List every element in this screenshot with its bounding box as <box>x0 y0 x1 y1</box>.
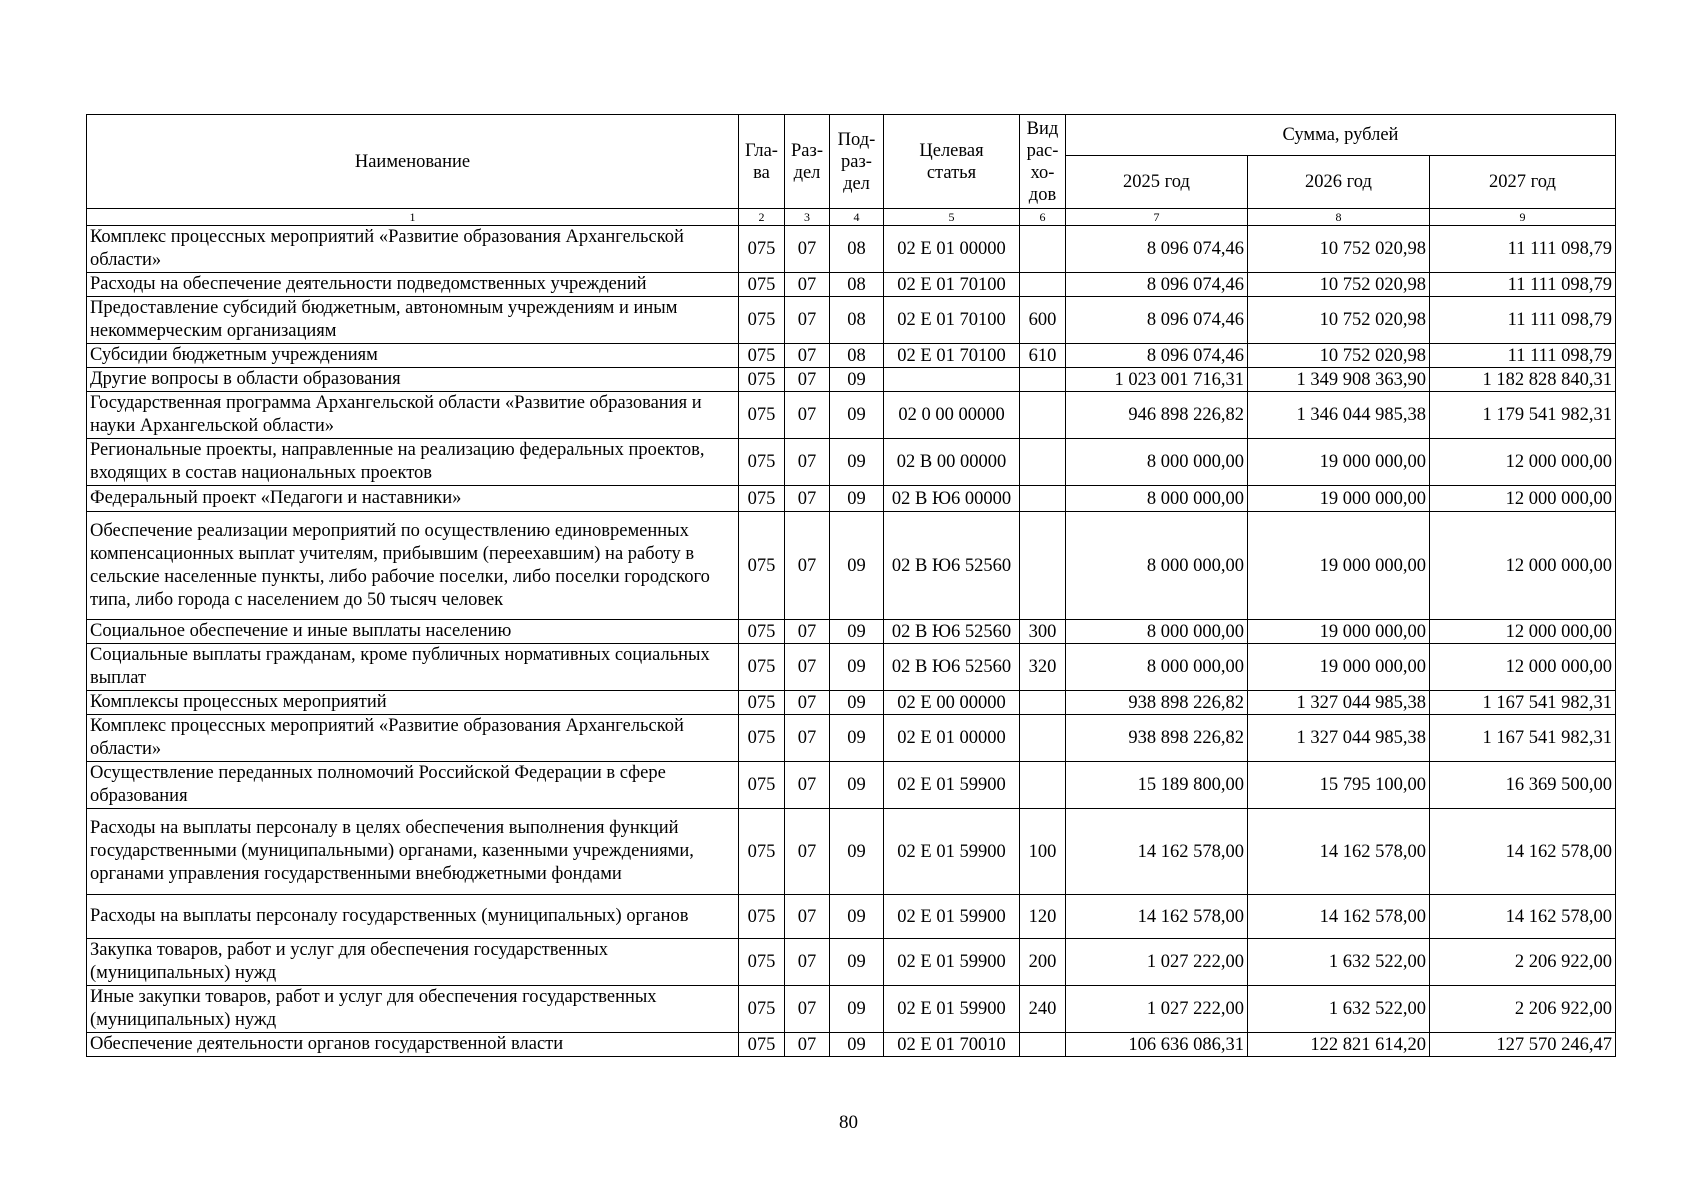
cell-sum-2025: 1 023 001 716,31 <box>1066 368 1248 392</box>
cell-glava: 075 <box>739 368 785 392</box>
table-row <box>87 297 1616 344</box>
cell-glava: 075 <box>739 644 785 691</box>
cell-tselevaya-statya: 02 В Ю6 52560 <box>884 512 1020 620</box>
cell-podrazdel: 09 <box>830 392 884 439</box>
cell-sum-2026: 10 752 020,98 <box>1248 297 1430 344</box>
table-row <box>87 715 1616 762</box>
budget-table <box>86 114 1616 1057</box>
cell-glava: 075 <box>739 762 785 809</box>
cell-name: Иные закупки товаров, работ и услуг для обеспечения государственных (муниципальных) нужд <box>87 986 739 1033</box>
cell-glava: 075 <box>739 715 785 762</box>
cell-name: Расходы на обеспечение деятельности подведомственных учреждений <box>87 273 739 297</box>
cell-tselevaya-statya: 02 0 00 00000 <box>884 392 1020 439</box>
cell-vid-rashodov: 600 <box>1020 297 1066 344</box>
table-row <box>87 344 1616 368</box>
cell-glava: 075 <box>739 273 785 297</box>
table-row <box>87 939 1616 986</box>
cell-vid-rashodov <box>1020 226 1066 273</box>
table-row <box>87 644 1616 691</box>
cell-vid-rashodov: 320 <box>1020 644 1066 691</box>
cell-name: Государственная программа Архангельской области «Развитие образования и науки Архангельской области» <box>87 392 739 439</box>
cell-sum-2027: 12 000 000,00 <box>1430 620 1616 644</box>
column-number: 5 <box>884 209 1020 226</box>
cell-sum-2026: 19 000 000,00 <box>1248 512 1430 620</box>
cell-podrazdel: 08 <box>830 273 884 297</box>
cell-name: Закупка товаров, работ и услуг для обеспечения государственных (муниципальных) нужд <box>87 939 739 986</box>
cell-glava: 075 <box>739 939 785 986</box>
cell-sum-2025: 14 162 578,00 <box>1066 895 1248 939</box>
table-row <box>87 273 1616 297</box>
column-number: 4 <box>830 209 884 226</box>
cell-tselevaya-statya: 02 Е 01 59900 <box>884 895 1020 939</box>
table-row <box>87 762 1616 809</box>
cell-sum-2027: 1 167 541 982,31 <box>1430 691 1616 715</box>
cell-sum-2025: 1 027 222,00 <box>1066 939 1248 986</box>
cell-sum-2027: 12 000 000,00 <box>1430 644 1616 691</box>
cell-tselevaya-statya: 02 Е 01 59900 <box>884 809 1020 895</box>
cell-glava: 075 <box>739 439 785 486</box>
cell-glava: 075 <box>739 486 785 512</box>
cell-vid-rashodov <box>1020 1033 1066 1057</box>
cell-glava: 075 <box>739 986 785 1033</box>
cell-name: Обеспечение реализации мероприятий по осуществлению единовременных компенсационных выплат учителям, прибывшим (переехавшим) на работу в сельские населенные пункты, либо рабочие поселки, либо поселки городского типа, либо города с населением до 50 тысяч человек <box>87 512 739 620</box>
table-row <box>87 895 1616 939</box>
cell-vid-rashodov: 120 <box>1020 895 1066 939</box>
cell-razdel: 07 <box>785 226 830 273</box>
header-year-2026: 2026 год <box>1248 156 1430 209</box>
cell-tselevaya-statya: 02 Е 01 70100 <box>884 297 1020 344</box>
cell-sum-2027: 12 000 000,00 <box>1430 486 1616 512</box>
cell-podrazdel: 09 <box>830 939 884 986</box>
column-number: 9 <box>1430 209 1616 226</box>
header-name: Наименование <box>87 115 739 209</box>
cell-razdel: 07 <box>785 895 830 939</box>
cell-tselevaya-statya: 02 Е 00 00000 <box>884 691 1020 715</box>
cell-sum-2025: 1 027 222,00 <box>1066 986 1248 1033</box>
table-row <box>87 368 1616 392</box>
cell-podrazdel: 09 <box>830 762 884 809</box>
cell-sum-2026: 19 000 000,00 <box>1248 644 1430 691</box>
cell-sum-2027: 1 179 541 982,31 <box>1430 392 1616 439</box>
page-number: 80 <box>839 1112 858 1133</box>
cell-name: Расходы на выплаты персоналу государственных (муниципальных) органов <box>87 895 739 939</box>
cell-sum-2027: 2 206 922,00 <box>1430 939 1616 986</box>
cell-vid-rashodov: 300 <box>1020 620 1066 644</box>
cell-tselevaya-statya: 02 Е 01 59900 <box>884 986 1020 1033</box>
cell-tselevaya-statya: 02 Е 01 70100 <box>884 273 1020 297</box>
cell-sum-2027: 11 111 098,79 <box>1430 226 1616 273</box>
cell-tselevaya-statya: 02 Е 01 59900 <box>884 939 1020 986</box>
cell-sum-2026: 10 752 020,98 <box>1248 273 1430 297</box>
cell-sum-2026: 10 752 020,98 <box>1248 344 1430 368</box>
cell-podrazdel: 09 <box>830 691 884 715</box>
cell-sum-2027: 14 162 578,00 <box>1430 809 1616 895</box>
cell-sum-2027: 11 111 098,79 <box>1430 297 1616 344</box>
cell-podrazdel: 09 <box>830 620 884 644</box>
cell-razdel: 07 <box>785 986 830 1033</box>
cell-razdel: 07 <box>785 512 830 620</box>
cell-vid-rashodov <box>1020 392 1066 439</box>
cell-sum-2027: 12 000 000,00 <box>1430 512 1616 620</box>
cell-podrazdel: 08 <box>830 344 884 368</box>
table-body <box>87 226 1616 1057</box>
cell-glava: 075 <box>739 809 785 895</box>
cell-name: Региональные проекты, направленные на реализацию федеральных проектов, входящих в состав национальных проектов <box>87 439 739 486</box>
cell-sum-2025: 938 898 226,82 <box>1066 691 1248 715</box>
cell-sum-2025: 8 096 074,46 <box>1066 344 1248 368</box>
cell-sum-2027: 1 182 828 840,31 <box>1430 368 1616 392</box>
cell-sum-2025: 8 096 074,46 <box>1066 226 1248 273</box>
cell-razdel: 07 <box>785 439 830 486</box>
cell-name: Комплекс процессных мероприятий «Развитие образования Архангельской области» <box>87 226 739 273</box>
table-row <box>87 809 1616 895</box>
cell-glava: 075 <box>739 1033 785 1057</box>
cell-podrazdel: 09 <box>830 644 884 691</box>
cell-sum-2026: 1 327 044 985,38 <box>1248 691 1430 715</box>
cell-razdel: 07 <box>785 392 830 439</box>
cell-sum-2026: 122 821 614,20 <box>1248 1033 1430 1057</box>
cell-name: Расходы на выплаты персоналу в целях обеспечения выполнения функций государственными (муниципальными) органами, казенными учреждениями, органами управления государственными внебюджетными фондами <box>87 809 739 895</box>
cell-podrazdel: 09 <box>830 809 884 895</box>
cell-sum-2026: 19 000 000,00 <box>1248 486 1430 512</box>
header-podrazdel: Под- раз- дел <box>830 115 884 209</box>
cell-razdel: 07 <box>785 273 830 297</box>
cell-sum-2025: 8 000 000,00 <box>1066 439 1248 486</box>
cell-podrazdel: 09 <box>830 368 884 392</box>
table-row <box>87 512 1616 620</box>
cell-sum-2026: 1 632 522,00 <box>1248 986 1430 1033</box>
table-row <box>87 392 1616 439</box>
cell-sum-2026: 19 000 000,00 <box>1248 439 1430 486</box>
header-year-2025: 2025 год <box>1066 156 1248 209</box>
cell-razdel: 07 <box>785 715 830 762</box>
table-row <box>87 226 1616 273</box>
cell-podrazdel: 09 <box>830 439 884 486</box>
cell-glava: 075 <box>739 512 785 620</box>
cell-glava: 075 <box>739 344 785 368</box>
cell-razdel: 07 <box>785 368 830 392</box>
cell-tselevaya-statya: 02 В Ю6 00000 <box>884 486 1020 512</box>
cell-razdel: 07 <box>785 620 830 644</box>
header-razdel: Раз- дел <box>785 115 830 209</box>
cell-vid-rashodov: 100 <box>1020 809 1066 895</box>
cell-sum-2025: 8 000 000,00 <box>1066 644 1248 691</box>
cell-razdel: 07 <box>785 691 830 715</box>
cell-sum-2027: 11 111 098,79 <box>1430 344 1616 368</box>
cell-glava: 075 <box>739 226 785 273</box>
cell-vid-rashodov: 200 <box>1020 939 1066 986</box>
cell-sum-2026: 1 349 908 363,90 <box>1248 368 1430 392</box>
header-year-2027: 2027 год <box>1430 156 1616 209</box>
cell-vid-rashodov <box>1020 273 1066 297</box>
cell-tselevaya-statya: 02 В 00 00000 <box>884 439 1020 486</box>
cell-podrazdel: 09 <box>830 986 884 1033</box>
cell-sum-2026: 1 327 044 985,38 <box>1248 715 1430 762</box>
cell-name: Комплексы процессных мероприятий <box>87 691 739 715</box>
cell-razdel: 07 <box>785 297 830 344</box>
header-tselevaya-statya: Целевая статья <box>884 115 1020 209</box>
header-glava: Гла- ва <box>739 115 785 209</box>
cell-sum-2026: 14 162 578,00 <box>1248 809 1430 895</box>
cell-tselevaya-statya: 02 Е 01 00000 <box>884 715 1020 762</box>
cell-razdel: 07 <box>785 762 830 809</box>
cell-vid-rashodov <box>1020 762 1066 809</box>
cell-sum-2025: 8 000 000,00 <box>1066 620 1248 644</box>
cell-sum-2025: 8 000 000,00 <box>1066 512 1248 620</box>
cell-name: Субсидии бюджетным учреждениям <box>87 344 739 368</box>
cell-vid-rashodov: 240 <box>1020 986 1066 1033</box>
cell-sum-2026: 19 000 000,00 <box>1248 620 1430 644</box>
cell-name: Осуществление переданных полномочий Российской Федерации в сфере образования <box>87 762 739 809</box>
cell-sum-2026: 10 752 020,98 <box>1248 226 1430 273</box>
cell-sum-2027: 12 000 000,00 <box>1430 439 1616 486</box>
cell-sum-2025: 8 096 074,46 <box>1066 297 1248 344</box>
cell-sum-2027: 2 206 922,00 <box>1430 986 1616 1033</box>
cell-sum-2025: 15 189 800,00 <box>1066 762 1248 809</box>
header-vid-rashodov: Вид рас- хо- дов <box>1020 115 1066 209</box>
cell-sum-2025: 14 162 578,00 <box>1066 809 1248 895</box>
cell-tselevaya-statya: 02 Е 01 70100 <box>884 344 1020 368</box>
column-number: 2 <box>739 209 785 226</box>
cell-tselevaya-statya: 02 Е 01 00000 <box>884 226 1020 273</box>
table-header <box>87 115 1616 226</box>
cell-sum-2026: 1 346 044 985,38 <box>1248 392 1430 439</box>
cell-tselevaya-statya: 02 Е 01 70010 <box>884 1033 1020 1057</box>
cell-tselevaya-statya <box>884 368 1020 392</box>
cell-podrazdel: 09 <box>830 486 884 512</box>
table-row <box>87 691 1616 715</box>
cell-podrazdel: 09 <box>830 715 884 762</box>
cell-sum-2025: 106 636 086,31 <box>1066 1033 1248 1057</box>
table-row <box>87 620 1616 644</box>
cell-name: Социальное обеспечение и иные выплаты населению <box>87 620 739 644</box>
cell-sum-2025: 8 096 074,46 <box>1066 273 1248 297</box>
cell-name: Другие вопросы в области образования <box>87 368 739 392</box>
column-number: 1 <box>87 209 739 226</box>
cell-razdel: 07 <box>785 644 830 691</box>
cell-razdel: 07 <box>785 809 830 895</box>
cell-sum-2025: 938 898 226,82 <box>1066 715 1248 762</box>
cell-sum-2025: 946 898 226,82 <box>1066 392 1248 439</box>
column-number: 7 <box>1066 209 1248 226</box>
cell-vid-rashodov <box>1020 368 1066 392</box>
cell-glava: 075 <box>739 297 785 344</box>
cell-sum-2026: 1 632 522,00 <box>1248 939 1430 986</box>
table-row <box>87 439 1616 486</box>
cell-sum-2026: 15 795 100,00 <box>1248 762 1430 809</box>
cell-glava: 075 <box>739 895 785 939</box>
cell-glava: 075 <box>739 392 785 439</box>
cell-podrazdel: 09 <box>830 1033 884 1057</box>
cell-podrazdel: 09 <box>830 895 884 939</box>
cell-name: Комплекс процессных мероприятий «Развитие образования Архангельской области» <box>87 715 739 762</box>
cell-vid-rashodov <box>1020 715 1066 762</box>
cell-glava: 075 <box>739 620 785 644</box>
cell-sum-2025: 8 000 000,00 <box>1066 486 1248 512</box>
table-row <box>87 486 1616 512</box>
cell-tselevaya-statya: 02 В Ю6 52560 <box>884 644 1020 691</box>
cell-tselevaya-statya: 02 В Ю6 52560 <box>884 620 1020 644</box>
cell-sum-2027: 14 162 578,00 <box>1430 895 1616 939</box>
header-summa: Сумма, рублей <box>1066 115 1616 156</box>
table-row <box>87 1033 1616 1057</box>
cell-sum-2027: 127 570 246,47 <box>1430 1033 1616 1057</box>
cell-name: Социальные выплаты гражданам, кроме публичных нормативных социальных выплат <box>87 644 739 691</box>
cell-podrazdel: 08 <box>830 297 884 344</box>
cell-podrazdel: 08 <box>830 226 884 273</box>
cell-vid-rashodov <box>1020 512 1066 620</box>
cell-tselevaya-statya: 02 Е 01 59900 <box>884 762 1020 809</box>
column-number: 6 <box>1020 209 1066 226</box>
column-number: 8 <box>1248 209 1430 226</box>
column-numbers-row <box>87 209 1616 226</box>
cell-vid-rashodov <box>1020 691 1066 715</box>
cell-vid-rashodov <box>1020 439 1066 486</box>
cell-sum-2027: 16 369 500,00 <box>1430 762 1616 809</box>
cell-sum-2026: 14 162 578,00 <box>1248 895 1430 939</box>
column-number: 3 <box>785 209 830 226</box>
cell-vid-rashodov <box>1020 486 1066 512</box>
cell-name: Предоставление субсидий бюджетным, автономным учреждениям и иным некоммерческим организациям <box>87 297 739 344</box>
cell-razdel: 07 <box>785 344 830 368</box>
cell-name: Федеральный проект «Педагоги и наставники» <box>87 486 739 512</box>
table-row <box>87 986 1616 1033</box>
cell-razdel: 07 <box>785 486 830 512</box>
cell-razdel: 07 <box>785 1033 830 1057</box>
cell-sum-2027: 11 111 098,79 <box>1430 273 1616 297</box>
cell-razdel: 07 <box>785 939 830 986</box>
cell-glava: 075 <box>739 691 785 715</box>
cell-podrazdel: 09 <box>830 512 884 620</box>
cell-vid-rashodov: 610 <box>1020 344 1066 368</box>
cell-sum-2027: 1 167 541 982,31 <box>1430 715 1616 762</box>
cell-name: Обеспечение деятельности органов государственной власти <box>87 1033 739 1057</box>
